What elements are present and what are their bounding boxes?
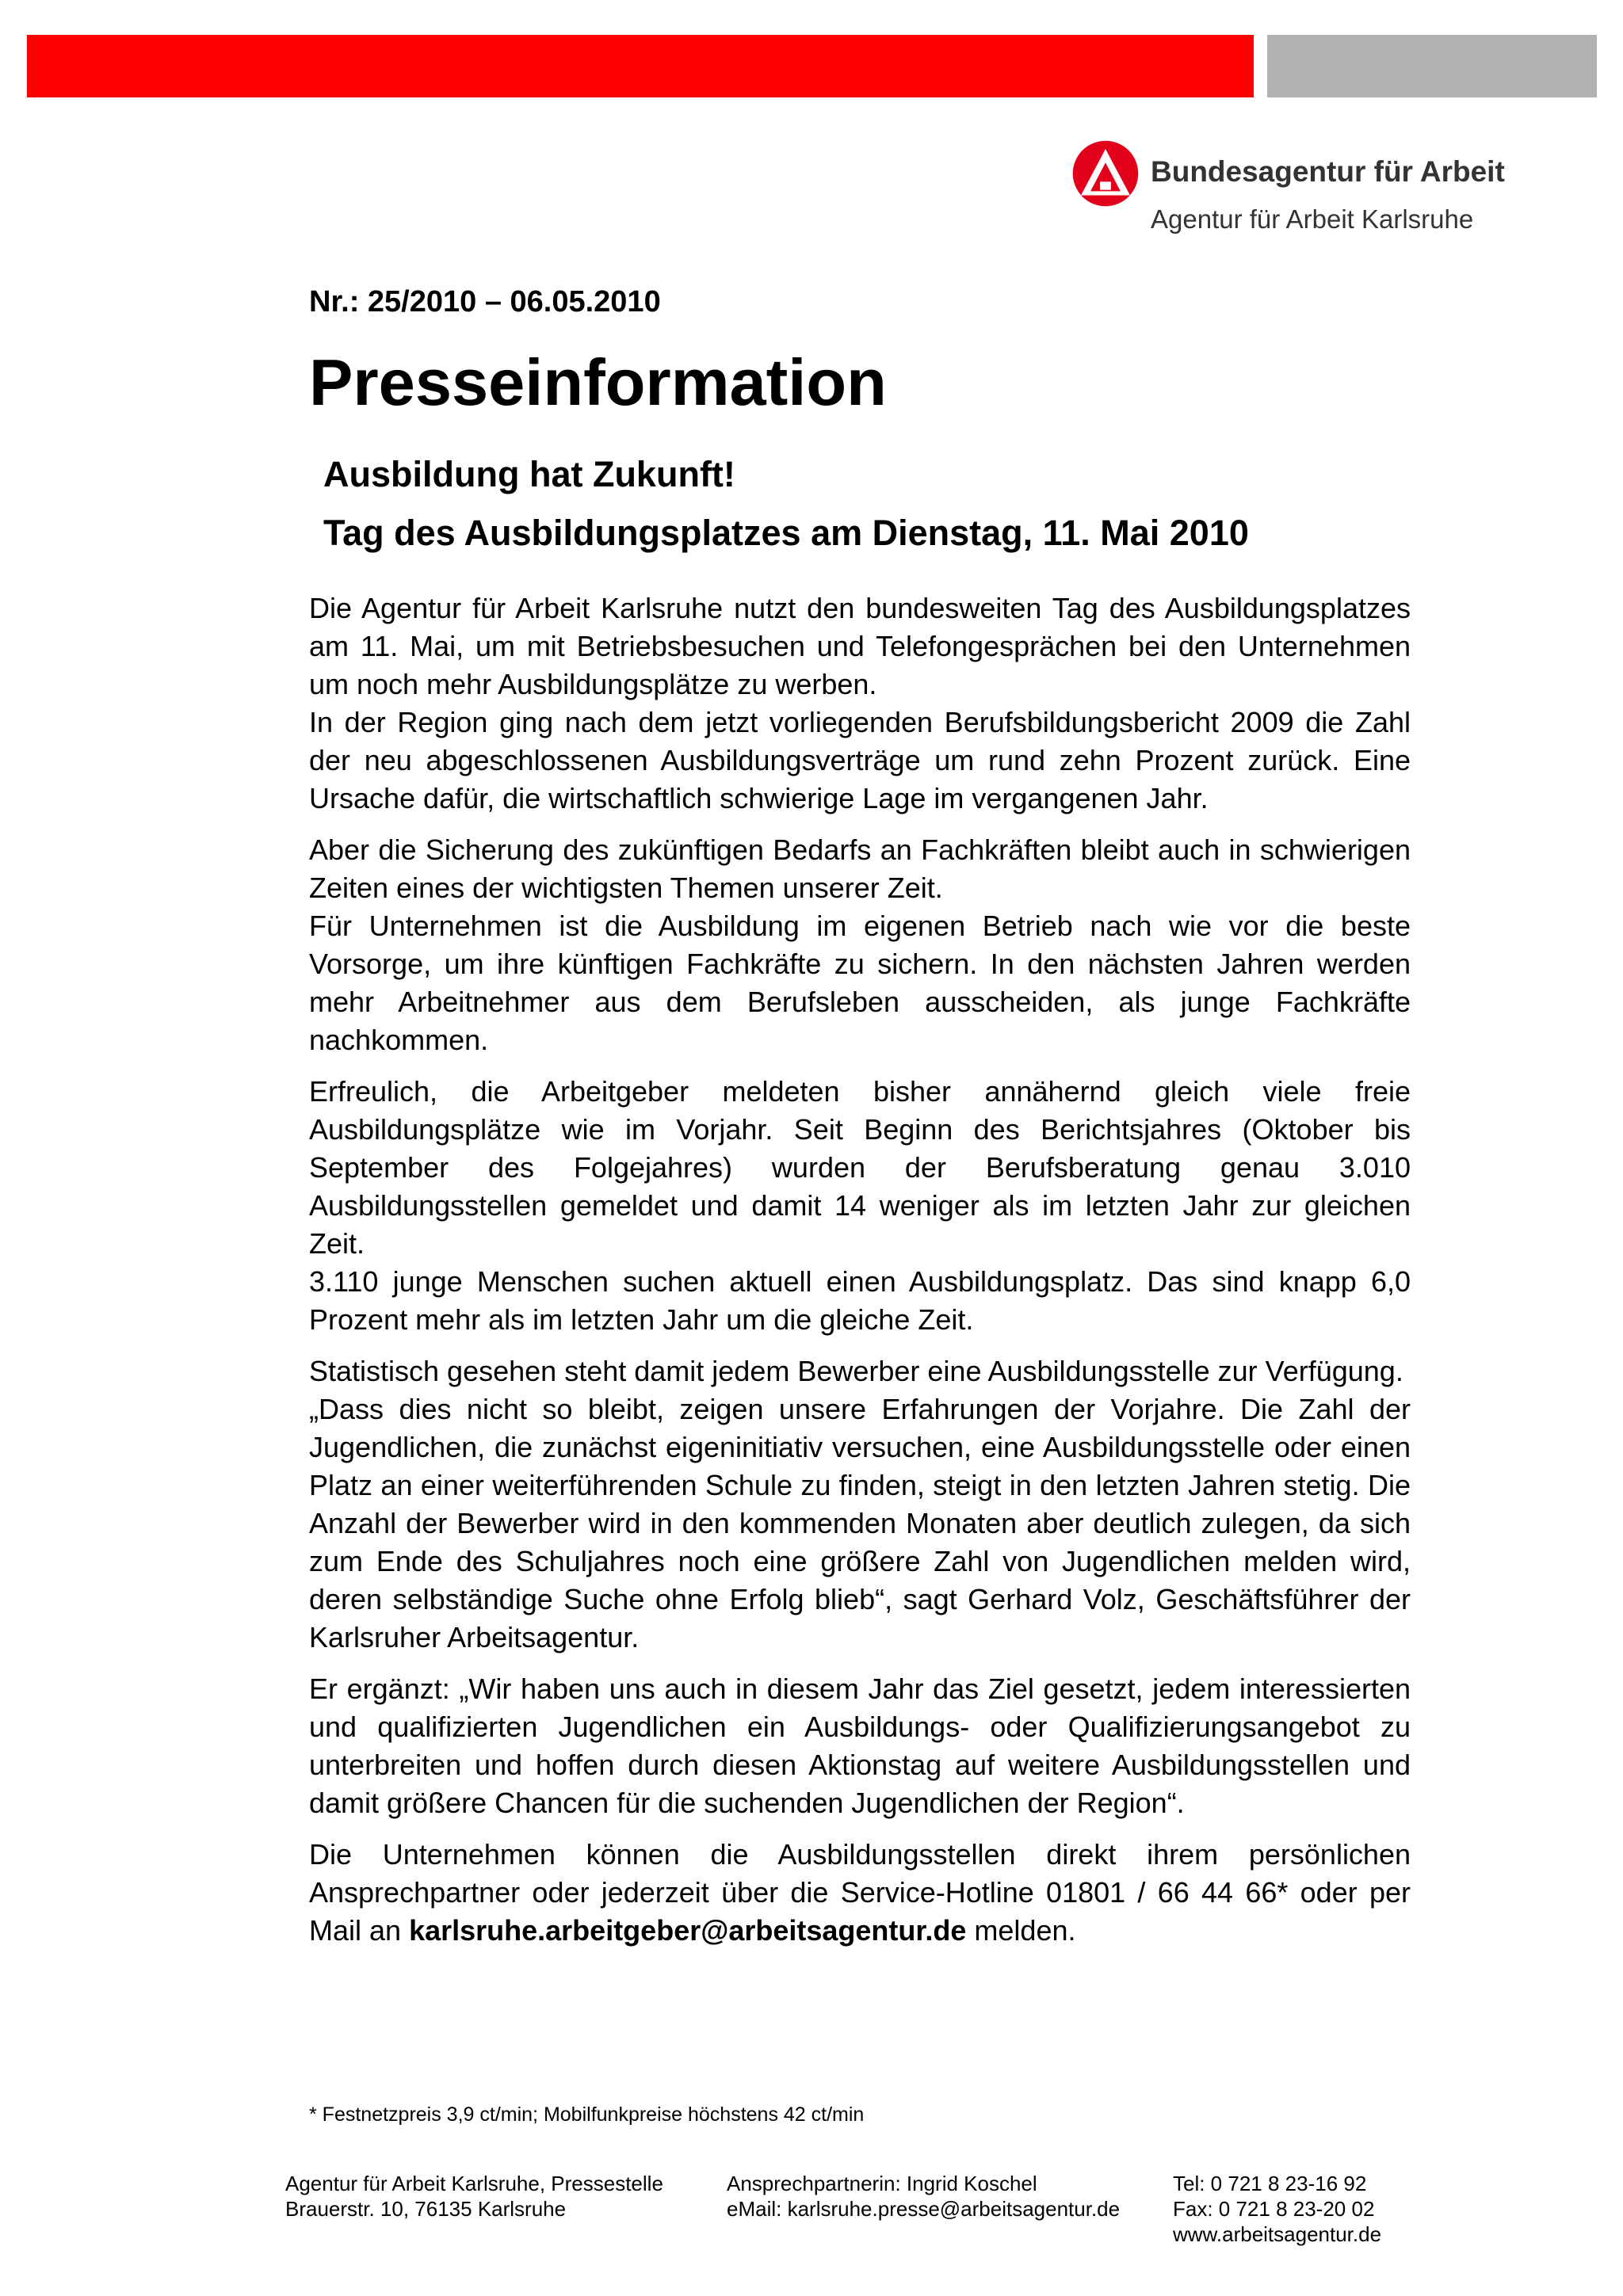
footer-phone [1173, 2171, 1381, 2247]
body-text [309, 589, 1411, 1950]
paragraph [309, 589, 1411, 818]
footer-org: Agentur für Arbeit Karlsruhe, Pressestelle [285, 2172, 663, 2195]
paragraph-text: In der Region ging nach dem jetzt vorliegenden Berufsbildungsbericht 2009 die Zahl der neu abgeschlossenen Ausbildungsverträge um rund zehn Prozent zurück. Eine Ursache dafür, die wirtschaftlich schwierige Lage im vergangenen Jahr. [309, 706, 1411, 815]
paragraph-text: Er ergänzt: „Wir haben uns auch in diesem Jahr das Ziel gesetzt, jedem interessierten und qualifizierten Jugendlichen ein Ausbildungs- oder Qualifizierungsangebot zu unterbreiten und hoffen durch diesen Aktionstag auf weitere Ausbildungsstellen und damit größere Chancen für die suchenden Jugendlichen der Region“. [309, 1672, 1411, 1820]
paragraph [309, 1352, 1411, 1657]
footer-tel: Tel: 0 721 8 23-16 92 [1173, 2172, 1367, 2195]
paragraph-text: „Dass dies nicht so bleibt, zeigen unsere Erfahrungen der Vorjahre. Die Zahl der Jugendlichen, die zunächst eigeninitiativ versuchen, eine Ausbildungsstelle oder einen Platz an einer weiterführenden Schule zu finden, steigt in den letzten Jahren stetig. Die Anzahl der Bewerber wird in den kommenden Monaten aber deutlich zulegen, da sich zum Ende des Schuljahres noch eine größere Zahl von Jugendlichen melden wird, deren selbständige Suche ohne Erfolg blieb“, sagt Gerhard Volz, Geschäftsführer der Karlsruher Arbeitsagentur. [309, 1393, 1411, 1654]
paragraph-text: Die Agentur für Arbeit Karlsruhe nutzt den bundesweiten Tag des Ausbildungsplatzes am 11. Mai, um mit Betriebsbesuchen und Telefongesprächen bei den Unternehmen um noch mehr Ausbildungsplätze zu werben. [309, 592, 1411, 701]
paragraph-text: Aber die Sicherung des zukünftigen Bedarfs an Fachkräften bleibt auch in schwierigen Zeiten eines der wichtigsten Themen unserer Zeit. [309, 833, 1411, 905]
paragraph-text: 3.110 junge Menschen suchen aktuell einen Ausbildungsplatz. Das sind knapp 6,0 Prozent mehr als im letzten Jahr um die gleiche Zeit. [309, 1265, 1411, 1337]
header-grey-bar [1267, 35, 1597, 97]
document-content [309, 285, 1411, 1963]
arbeitsagentur-logo-icon [1071, 139, 1140, 208]
paragraph-text: Statistisch gesehen steht damit jedem Bewerber eine Ausbildungsstelle zur Verfügung. [309, 1355, 1403, 1388]
footer-street: Brauerstr. 10, 76135 Karlsruhe [285, 2197, 567, 2221]
paragraph-text: Für Unternehmen ist die Ausbildung im eigenen Betrieb nach wie vor die beste Vorsorge, um ihre künftigen Fachkräfte zu sichern. In den nächsten Jahren werden mehr Arbeitnehmer aus dem Berufsleben ausscheiden, als junge Fachkräfte nachkommen. [309, 910, 1411, 1057]
footer-email[interactable]: eMail: karlsruhe.presse@arbeitsagentur.de [727, 2197, 1121, 2221]
page-title: Presseinformation [309, 345, 887, 419]
employer-email-link[interactable]: karlsruhe.arbeitgeber@arbeitsagentur.de [409, 1914, 967, 1947]
paragraph [309, 831, 1411, 1059]
logo [1071, 139, 1623, 242]
paragraph [309, 1073, 1411, 1339]
contact-text-end: melden. [966, 1914, 1076, 1947]
footer-fax: Fax: 0 721 8 23-20 02 [1173, 2197, 1375, 2221]
contact-text: Die Unternehmen können die Ausbildungsstellen direkt ihrem persönlichen Ansprechpartner oder jederzeit über die Service-Hotline 01801 / 66 44 66* oder per Mail an [309, 1838, 1411, 1947]
paragraph-contact [309, 1836, 1411, 1950]
footer-website-link[interactable]: www.arbeitsagentur.de [1173, 2222, 1382, 2246]
logo-title: Bundesagentur für Arbeit [1151, 155, 1505, 188]
logo-subtitle: Agentur für Arbeit Karlsruhe [1151, 204, 1474, 234]
header-red-bar [27, 35, 1254, 97]
footnote: * Festnetzpreis 3,9 ct/min; Mobilfunkpreise höchstens 42 ct/min [309, 2103, 865, 2126]
press-number: Nr.: 25/2010 – 06.05.2010 [309, 285, 661, 318]
footer-contact [727, 2171, 1120, 2222]
subtitle-2: Tag des Ausbildungsplatzes am Dienstag, 11. Mai 2010 [323, 513, 1249, 554]
paragraph-text: Erfreulich, die Arbeitgeber meldeten bisher annähernd gleich viele freie Ausbildungsplätze wie im Vorjahr. Seit Beginn des Berichtsjahres (Oktober bis September des Folgejahres) wurden der Berufsberatung genau 3.010 Ausbildungsstellen gemeldet und damit 14 weniger als im letzten Jahr zur gleichen Zeit. [309, 1075, 1411, 1261]
paragraph [309, 1670, 1411, 1822]
footer-address [285, 2171, 663, 2222]
subtitle-1: Ausbildung hat Zukunft! [323, 454, 735, 495]
footer-contact-person: Ansprechpartnerin: Ingrid Koschel [727, 2172, 1037, 2195]
